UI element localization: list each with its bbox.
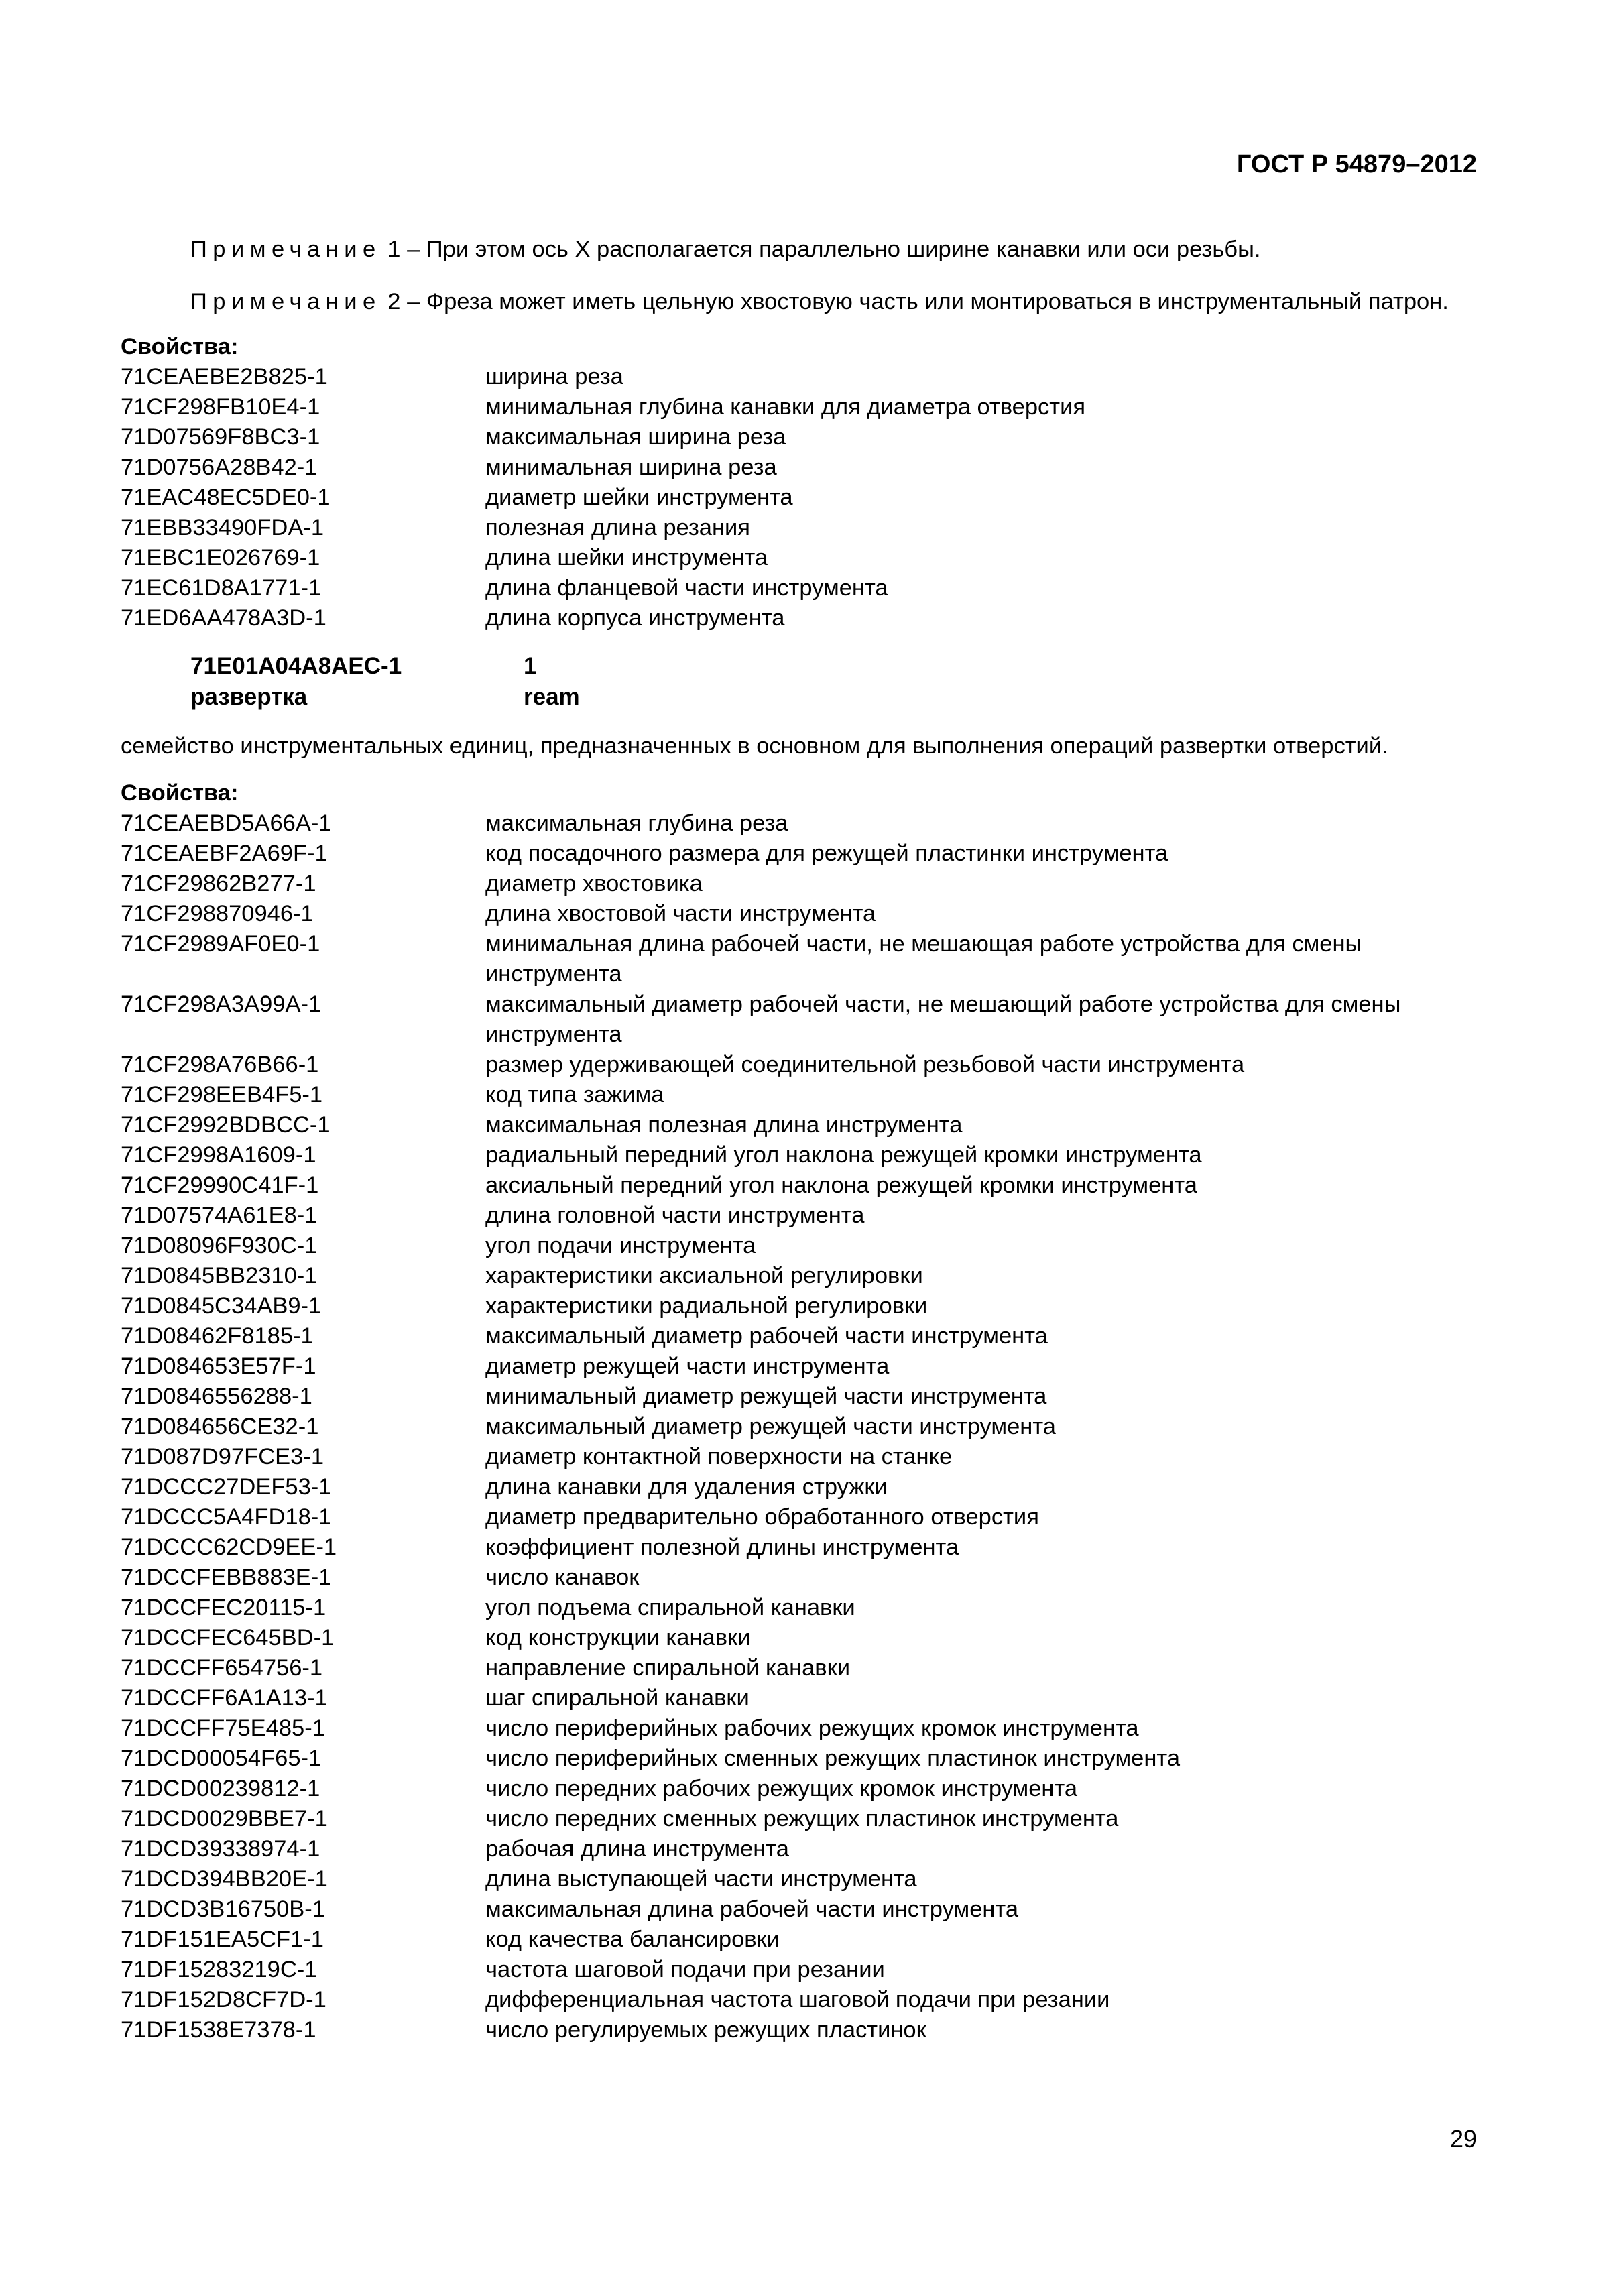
property-description: диаметр хвостовика (485, 871, 703, 896)
property-row (121, 1261, 1478, 1291)
property-row (121, 1955, 1478, 1985)
property-code: 71EBB33490FDA-1 (121, 515, 324, 540)
note-1 (121, 235, 1478, 265)
property-row (121, 483, 1478, 513)
property-row (121, 1412, 1478, 1442)
property-row (121, 1170, 1478, 1201)
property-description: максимальный диаметр рабочей части инструмента (485, 1323, 1048, 1349)
property-description: код конструкции канавки (485, 1625, 751, 1650)
property-row (121, 899, 1478, 929)
property-code: 71EBC1E026769-1 (121, 545, 320, 570)
property-description: шаг спиральной канавки (485, 1685, 749, 1711)
property-code: 71CEAEBF2A69F-1 (121, 841, 328, 866)
note-label: Примечание (190, 237, 381, 262)
property-row (121, 392, 1478, 422)
property-row (121, 1291, 1478, 1321)
property-description: коэффициент полезной длины инструмента (485, 1534, 959, 1560)
class-entry-row-2 (190, 682, 1478, 713)
property-description: максимальный диаметр режущей части инструмента (485, 1414, 1056, 1439)
property-code: 71DF1538E7378-1 (121, 2017, 316, 2043)
property-row (121, 808, 1478, 839)
property-row (121, 1110, 1478, 1140)
property-code: 71DCCFF654756-1 (121, 1655, 323, 1681)
standard-header: ГОСТ Р 54879–2012 (1236, 150, 1477, 178)
property-description: диаметр предварительно обработанного отверстия (485, 1504, 1039, 1530)
property-row (121, 1321, 1478, 1351)
property-row (121, 989, 1478, 1050)
document-body (121, 235, 1478, 2045)
property-description: код типа зажима (485, 1082, 664, 1107)
property-description: диаметр шейки инструмента (485, 485, 793, 510)
property-code: 71DCCFEBB883E-1 (121, 1565, 332, 1590)
property-description: ширина реза (485, 364, 623, 389)
property-description: длина выступающей части инструмента (485, 1866, 917, 1892)
property-code: 71D07569F8BC3-1 (121, 424, 320, 450)
property-description: длина головной части инструмента (485, 1203, 865, 1228)
property-row (121, 1140, 1478, 1170)
property-code: 71DF152D8CF7D-1 (121, 1987, 326, 2012)
note-text: – При этом ось X располагается параллельно ширине канавки или оси резьбы. (407, 237, 1261, 262)
property-description: минимальная длина рабочей части, не мешающая работе устройства для смены инструмента (485, 931, 1362, 987)
property-row (121, 869, 1478, 899)
property-description: число передних рабочих режущих кромок инструмента (485, 1776, 1078, 1801)
property-row (121, 1472, 1478, 1502)
property-code: 71D084653E57F-1 (121, 1353, 316, 1379)
class-definition: семейство инструментальных единиц, предназначенных в основном для выполнения операций развертки отверстий. (121, 733, 1388, 759)
property-code: 71D0845BB2310-1 (121, 1263, 318, 1288)
property-code: 71DCCFF75E485-1 (121, 1715, 325, 1741)
property-code: 71EAC48EC5DE0-1 (121, 485, 330, 510)
property-code: 71CEAEBD5A66A-1 (121, 810, 332, 836)
property-row (121, 1382, 1478, 1412)
property-row (121, 1925, 1478, 1955)
property-code: 71DCD00054F65-1 (121, 1746, 322, 1771)
property-description: диаметр контактной поверхности на станке (485, 1444, 953, 1469)
property-description: код качества балансировки (485, 1927, 780, 1952)
property-row (121, 1804, 1478, 1834)
page-number: 29 (1449, 2125, 1477, 2153)
property-row (121, 422, 1478, 452)
properties-title: Свойства: (121, 780, 239, 806)
property-description: максимальная длина рабочей части инструмента (485, 1896, 1019, 1922)
property-description: максимальный диаметр рабочей части, не мешающий работе устройства для смены инструмента (485, 991, 1401, 1047)
property-code: 71DCCFEC20115-1 (121, 1595, 326, 1620)
property-row (121, 1864, 1478, 1894)
property-row (121, 1683, 1478, 1713)
property-row (121, 1050, 1478, 1080)
property-code: 71ED6AA478A3D-1 (121, 605, 326, 631)
property-row (121, 362, 1478, 392)
note-text: – Фреза может иметь цельную хвостовую часть или монтироваться в инструментальный патрон. (407, 289, 1449, 314)
property-row (121, 452, 1478, 483)
property-description: число регулируемых режущих пластинок (485, 2017, 926, 2043)
class-name-en: ream (524, 684, 580, 710)
property-description: размер удерживающей соединительной резьбовой части инструмента (485, 1052, 1245, 1077)
property-row (121, 1563, 1478, 1593)
property-description: максимальная глубина реза (485, 810, 788, 836)
property-description: угол подачи инструмента (485, 1233, 756, 1258)
class-version: 1 (524, 653, 537, 679)
property-description: угол подъема спиральной канавки (485, 1595, 855, 1620)
property-description: минимальная глубина канавки для диаметра отверстия (485, 394, 1086, 420)
property-row (121, 1201, 1478, 1231)
property-code: 71D0845C34AB9-1 (121, 1293, 322, 1319)
property-code: 71CEAEBE2B825-1 (121, 364, 328, 389)
class-name-ru: развертка (190, 684, 308, 710)
properties-list-1 (121, 362, 1478, 633)
property-code: 71DCCFEC645BD-1 (121, 1625, 335, 1650)
property-row (121, 1593, 1478, 1623)
property-row (121, 513, 1478, 543)
properties-title: Свойства: (121, 334, 239, 359)
property-row (121, 1653, 1478, 1683)
property-description: длина шейки инструмента (485, 545, 768, 570)
property-description: максимальная полезная длина инструмента (485, 1112, 963, 1138)
note-2 (121, 287, 1478, 317)
property-description: диаметр режущей части инструмента (485, 1353, 890, 1379)
property-row (121, 1231, 1478, 1261)
property-description: характеристики радиальной регулировки (485, 1293, 928, 1319)
property-code: 71DCCC27DEF53-1 (121, 1474, 332, 1500)
property-code: 71D08462F8185-1 (121, 1323, 314, 1349)
property-row (121, 1351, 1478, 1382)
property-description: характеристики аксиальной регулировки (485, 1263, 923, 1288)
class-entry-row-1 (190, 651, 1478, 682)
property-row (121, 573, 1478, 603)
property-code: 71D087D97FCE3-1 (121, 1444, 324, 1469)
property-row (121, 929, 1478, 989)
property-description: минимальная ширина реза (485, 455, 777, 480)
property-row (121, 1442, 1478, 1472)
property-code: 71D084656CE32-1 (121, 1414, 319, 1439)
property-code: 71CF29862B277-1 (121, 871, 316, 896)
properties-list-2 (121, 808, 1478, 2045)
property-code: 71CF2989AF0E0-1 (121, 931, 320, 957)
property-code: 71DCD394BB20E-1 (121, 1866, 328, 1892)
property-code: 71DF15283219C-1 (121, 1957, 318, 1982)
property-row (121, 1532, 1478, 1563)
property-code: 71CF2992BDBCC-1 (121, 1112, 330, 1138)
property-description: код посадочного размера для режущей пластинки инструмента (485, 841, 1168, 866)
property-description: длина канавки для удаления стружки (485, 1474, 888, 1500)
property-row (121, 1502, 1478, 1532)
note-number: 2 (387, 289, 401, 314)
note-label: Примечание (190, 289, 381, 314)
property-description: число периферийных рабочих режущих кромок инструмента (485, 1715, 1139, 1741)
property-description: длина корпуса инструмента (485, 605, 785, 631)
property-description: аксиальный передний угол наклона режущей кромки инструмента (485, 1172, 1197, 1198)
property-description: длина фланцевой части инструмента (485, 575, 888, 601)
property-code: 71DCD00239812-1 (121, 1776, 320, 1801)
property-description: радиальный передний угол наклона режущей кромки инструмента (485, 1142, 1202, 1168)
property-description: минимальный диаметр режущей части инструмента (485, 1384, 1047, 1409)
property-row (121, 1894, 1478, 1925)
property-code: 71DCD0029BBE7-1 (121, 1806, 328, 1831)
property-row (121, 1713, 1478, 1744)
property-code: 71D0846556288-1 (121, 1384, 312, 1409)
property-row (121, 603, 1478, 633)
property-code: 71CF298A3A99A-1 (121, 991, 322, 1017)
property-code: 71EC61D8A1771-1 (121, 575, 322, 601)
property-description: число канавок (485, 1565, 640, 1590)
property-description: частота шаговой подачи при резании (485, 1957, 885, 1982)
property-row (121, 1080, 1478, 1110)
property-code: 71D07574A61E8-1 (121, 1203, 318, 1228)
property-row (121, 543, 1478, 573)
property-description: полезная длина резания (485, 515, 750, 540)
property-description: максимальная ширина реза (485, 424, 786, 450)
property-code: 71CF298870946-1 (121, 901, 314, 926)
property-code: 71CF298FB10E4-1 (121, 394, 320, 420)
property-code: 71CF298EEB4F5-1 (121, 1082, 323, 1107)
property-code: 71D0756A28B42-1 (121, 455, 318, 480)
property-code: 71DCD3B16750B-1 (121, 1896, 325, 1922)
property-description: число передних сменных режущих пластинок инструмента (485, 1806, 1119, 1831)
property-code: 71DCD39338974-1 (121, 1836, 320, 1862)
property-description: рабочая длина инструмента (485, 1836, 789, 1862)
property-description: дифференциальная частота шаговой подачи при резании (485, 1987, 1110, 2012)
property-code: 71CF2998A1609-1 (121, 1142, 316, 1168)
property-code: 71DF151EA5CF1-1 (121, 1927, 324, 1952)
property-row (121, 1985, 1478, 2015)
property-description: длина хвостовой части инструмента (485, 901, 876, 926)
property-row (121, 1744, 1478, 1774)
property-code: 71CF298A76B66-1 (121, 1052, 319, 1077)
property-row (121, 839, 1478, 869)
property-row (121, 1623, 1478, 1653)
class-code: 71E01A04A8AEC-1 (190, 653, 402, 679)
property-code: 71DCCC62CD9EE-1 (121, 1534, 337, 1560)
class-entry (190, 651, 1478, 713)
property-row (121, 1834, 1478, 1864)
property-description: число периферийных сменных режущих пластинок инструмента (485, 1746, 1181, 1771)
property-code: 71DCCC5A4FD18-1 (121, 1504, 332, 1530)
property-code: 71D08096F930C-1 (121, 1233, 318, 1258)
note-number: 1 (387, 237, 401, 262)
property-row (121, 2015, 1478, 2045)
property-row (121, 1774, 1478, 1804)
property-code: 71CF29990C41F-1 (121, 1172, 319, 1198)
property-description: направление спиральной канавки (485, 1655, 850, 1681)
property-code: 71DCCFF6A1A13-1 (121, 1685, 328, 1711)
